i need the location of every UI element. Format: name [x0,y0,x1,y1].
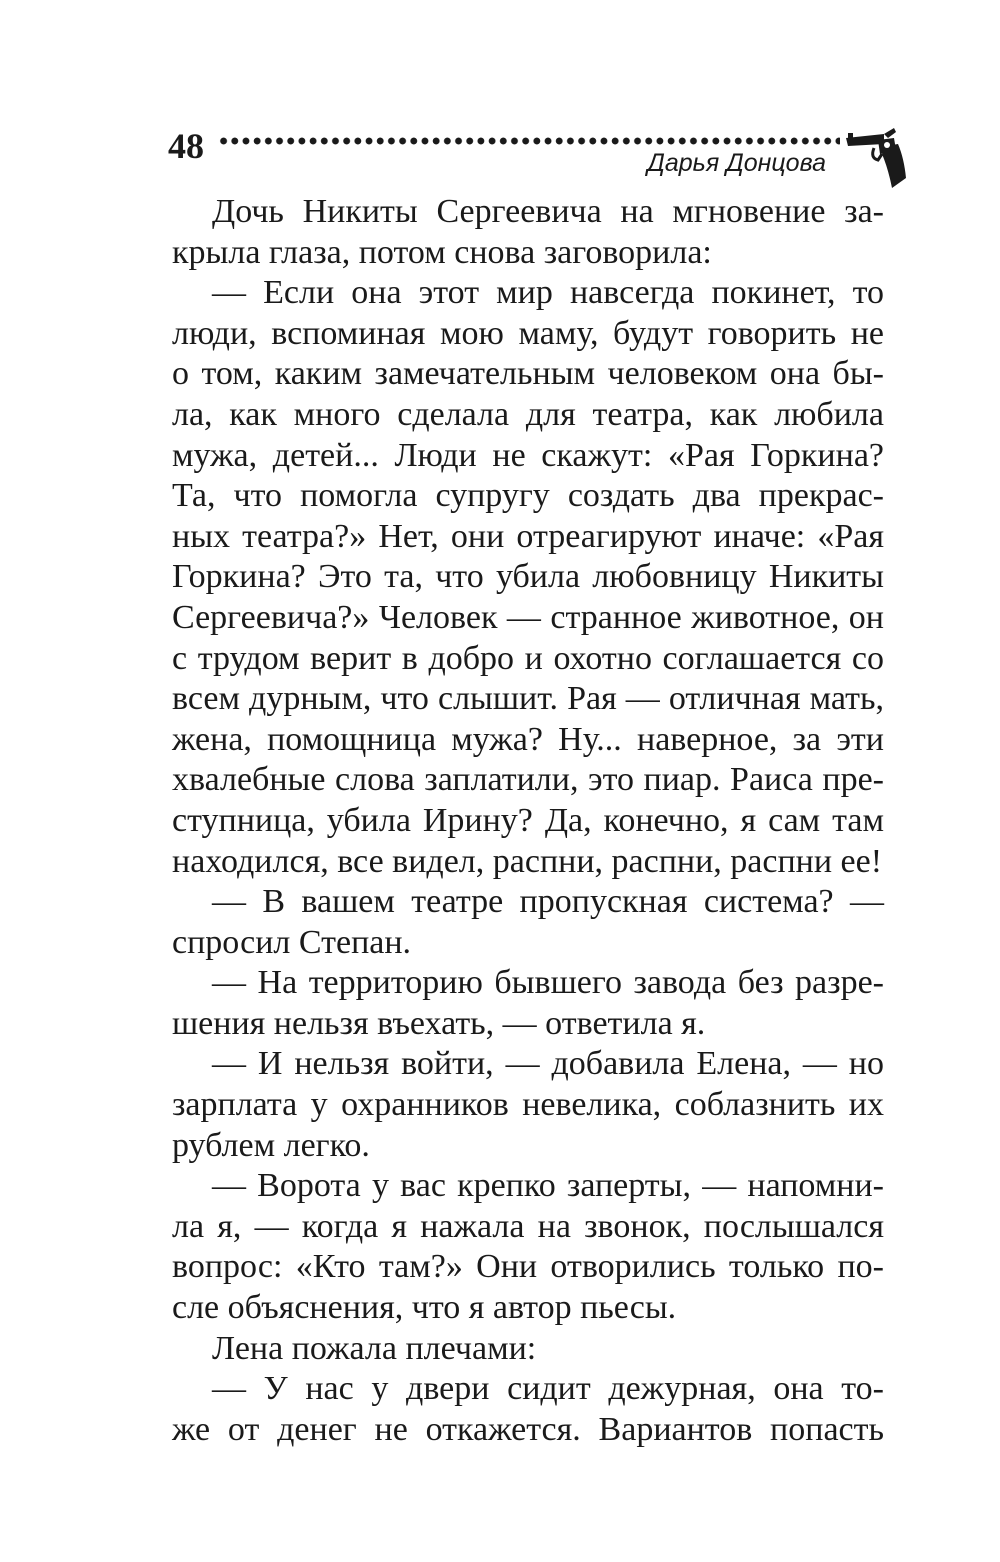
text-line: ных театра?» Нет, они отреагируют иначе: «Рая [172,517,884,555]
text-line: Лена пожала плечами: [212,1329,537,1367]
text-line: хвалебные слова заплатили, это пиар. Раиса пре- [172,761,884,799]
dotted-leader [218,136,840,146]
text-line: ступница, убила Ирину? Да, конечно, я сам там [172,801,884,839]
text-line: зарплата у охранников невелика, соблазнить их [172,1086,884,1124]
text-line: люди, вспоминая мою маму, будут говорить не [172,314,884,352]
text-line: Дочь Никиты Сергеевича на мгновение за- [212,193,884,230]
text-line: с трудом верит в добро и охотно соглашается со [172,639,884,677]
text-line: сле объяснения, что я автор пьесы. [172,1289,677,1327]
text-line: ла, как много сделала для театра, как любила [172,395,884,433]
text-line: Горкина? Это та, что убила любовницу Никиты [172,558,884,596]
text-line: шения нельзя въехать, — ответила я. [172,1004,706,1042]
text-line: — Ворота у вас крепко заперты, — напомни- [212,1167,884,1205]
text-line: спросил Степан. [172,923,412,961]
text-line: ла я, — когда я нажала на звонок, послышался [172,1207,884,1245]
running-header [168,128,904,198]
text-line: крыла глаза, потом снова заговорила: [172,233,712,271]
text-line: вопрос: «Кто там?» Они отворились только по- [172,1248,884,1286]
text-line: находился, все видел, распни, распни, распни ее! [172,842,883,880]
text-line: — И нельзя войти, — добавила Елена, — но [212,1045,884,1083]
text-line: Та, что помогла супругу создать два прекрас- [172,477,884,515]
text-line: — На территорию бывшего завода без разре- [212,964,884,1002]
text-line: — У нас у двери сидит дежурная, она то- [212,1370,884,1408]
text-line: о том, каким замечательным человеком она бы- [172,355,884,393]
text-line: Сергеевича?» Человек — странное животное, он [172,598,884,636]
revolver-icon [844,128,906,192]
text-line: же от денег не откажется. Вариантов попасть [172,1410,884,1448]
text-line: рублем легко. [172,1126,370,1164]
text-line: жена, помощница мужа? Ну... наверное, за эти [172,720,884,758]
text-line: — В вашем театре пропускная система? — [212,883,884,921]
body-text [172,192,884,1450]
page-number: 48 [168,126,204,166]
text-line: — Если она этот мир навсегда покинет, то [212,274,884,312]
text-line: мужа, детей... Люди не скажут: «Рая Горкина? [172,436,884,474]
running-head-author: Дарья Донцова [647,149,826,177]
text-line: всем дурным, что слышит. Рая — отличная мать, [172,680,884,718]
